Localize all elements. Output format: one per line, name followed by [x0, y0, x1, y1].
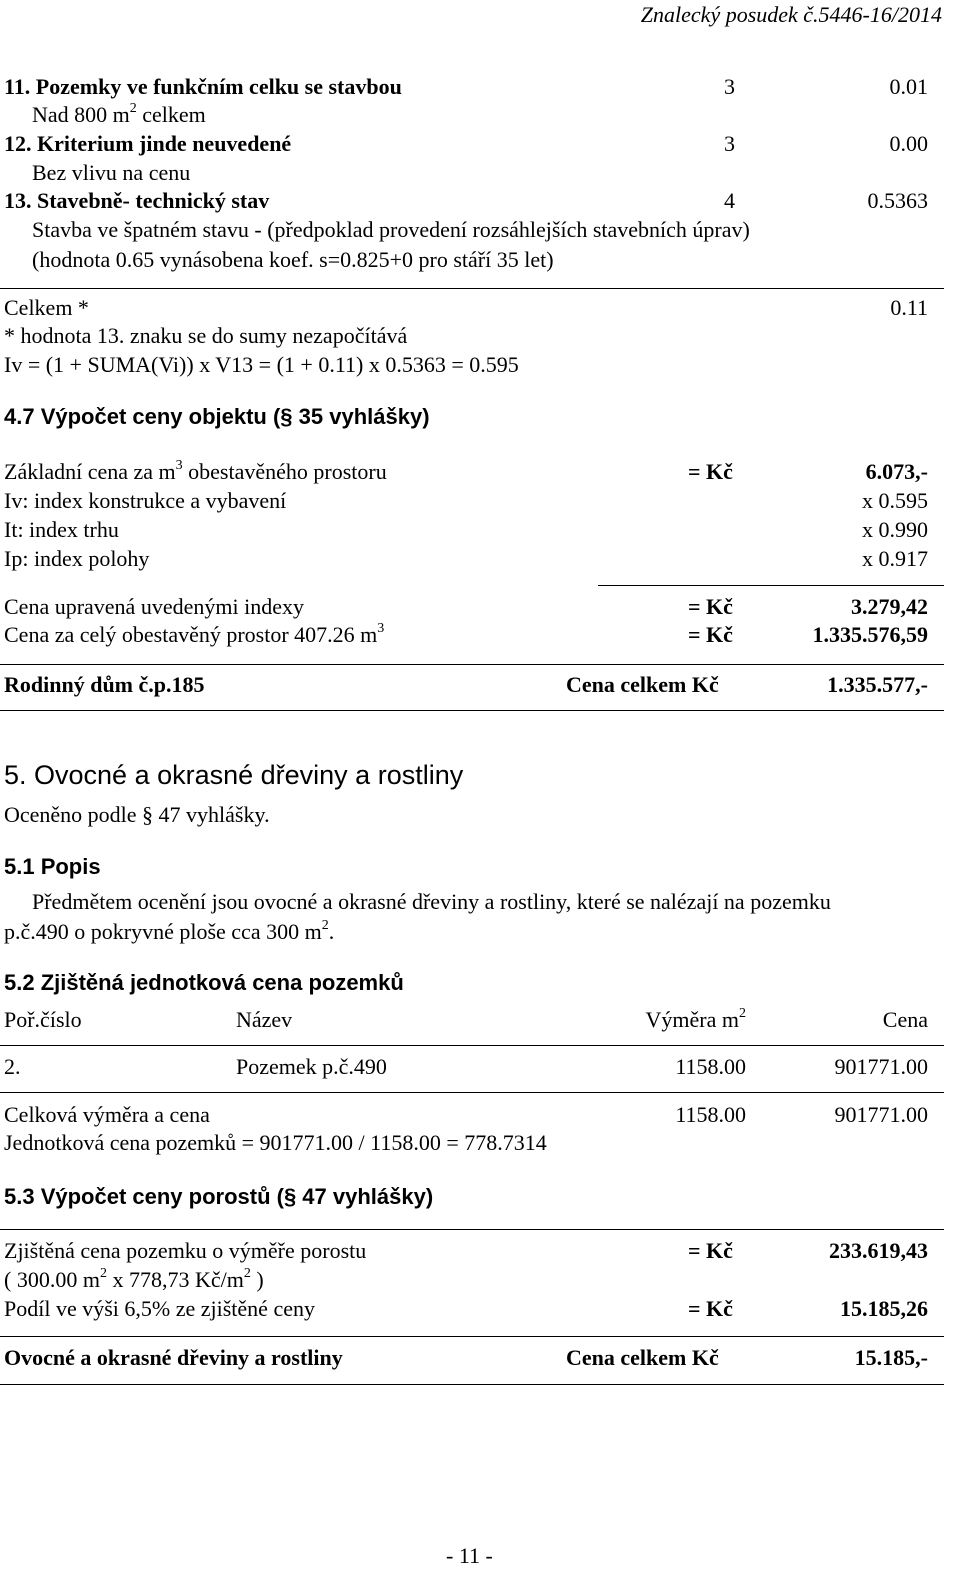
- index-iv-value: x 0.595: [862, 488, 928, 513]
- divider: [0, 288, 944, 289]
- divider: [0, 1384, 944, 1385]
- divider: [0, 1336, 944, 1337]
- section-5-2-heading: 5.2 Zjištěná jednotková cena pozemků: [4, 970, 404, 995]
- criterion-13-value: 0.5363: [867, 188, 928, 213]
- section-5-heading: 5. Ovocné a okrasné dřeviny a rostliny: [4, 760, 464, 790]
- divider: [0, 1229, 944, 1230]
- index-it-label: It: index trhu: [4, 517, 119, 542]
- criterion-13-desc2: (hodnota 0.65 vynásobena koef. s=0.825+0 pro stáří 35 let): [32, 247, 554, 272]
- table-row-cislo: 2.: [4, 1054, 21, 1079]
- dreviny-total-value: 15.185,-: [854, 1345, 928, 1370]
- dreviny-total-mid: Cena celkem Kč: [566, 1345, 719, 1370]
- zjistena-cena-label: Zjištěná cena pozemku o výměře porostu: [4, 1238, 367, 1263]
- divider: [0, 664, 944, 665]
- celkem-note: * hodnota 13. znaku se do sumy nezapočítává: [4, 323, 408, 348]
- popis-line-2: p.č.490 o pokryvné ploše cca 300 $m^2$.: [4, 917, 335, 944]
- section-5-1-heading: 5.1 Popis: [4, 854, 101, 879]
- rodinny-dum-label: Rodinný dům č.p.185: [4, 672, 205, 697]
- cena-upravena-op: = Kč: [688, 594, 733, 619]
- table-header-cislo: Poř.číslo: [4, 1007, 82, 1032]
- celkem-label: Celkem *: [4, 295, 89, 320]
- divider: [598, 585, 944, 586]
- table-total-cena: 901771.00: [834, 1102, 928, 1127]
- table-row-vymera: 1158.00: [675, 1054, 746, 1079]
- index-it-value: x 0.990: [862, 517, 928, 542]
- podil-value: 15.185,26: [840, 1296, 928, 1321]
- index-ip-label: Ip: index polohy: [4, 546, 150, 571]
- cena-upravena-label: Cena upravená uvedenými indexy: [4, 594, 304, 619]
- criterion-11-desc: Nad 800 $m^2$ celkem: [32, 100, 206, 127]
- criterion-12-level: 3: [724, 131, 735, 156]
- page-header: Znalecký posudek č.5446-16/2014: [640, 2, 942, 27]
- cena-celek-value: 1.335.576,59: [812, 622, 928, 647]
- podil-label: Podíl ve výši 6,5% ze zjištěné ceny: [4, 1296, 315, 1321]
- rodinny-dum-mid: Cena celkem Kč: [566, 672, 719, 697]
- criterion-12-value: 0.00: [889, 131, 928, 156]
- criterion-13-title: 13. Stavebně- technický stav: [4, 188, 270, 213]
- criterion-13-level: 4: [724, 188, 735, 213]
- index-ip-value: x 0.917: [862, 546, 928, 571]
- index-iv-label: Iv: index konstrukce a vybavení: [4, 488, 287, 513]
- section-5-3-heading: 5.3 Výpočet ceny porostů (§ 47 vyhlášky): [4, 1184, 434, 1209]
- jednotkova-cena: Jednotková cena pozemků = 901771.00 / 1158.00 = 778.7314: [4, 1130, 547, 1155]
- table-header-cena: Cena: [882, 1007, 928, 1032]
- celkem-formula: Iv = (1 + SUMA(Vi)) x V13 = (1 + 0.11) x 0.5363 = 0.595: [4, 352, 519, 377]
- cena-celek-op: = Kč: [688, 622, 733, 647]
- divider: [0, 1092, 944, 1093]
- table-total-label: Celková výměra a cena: [4, 1102, 210, 1127]
- zjistena-cena-value: 233.619,43: [829, 1238, 928, 1263]
- zakladni-cena-value: 6.073,-: [865, 459, 928, 484]
- criterion-11-level: 3: [724, 74, 735, 99]
- cena-celek-label: Cena za celý obestavěný prostor 407.26 $m^3$: [4, 620, 385, 647]
- divider: [0, 1045, 944, 1046]
- vymera-formula: ( 300.00 $m^2$ x 778,73 $Kč/m^2$ ): [4, 1265, 264, 1292]
- table-row-nazev: Pozemek p.č.490: [236, 1054, 387, 1079]
- criterion-11-title: 11. Pozemky ve funkčním celku se stavbou: [4, 74, 402, 99]
- page-number: - 11 -: [446, 1543, 493, 1568]
- table-row-cena: 901771.00: [834, 1054, 928, 1079]
- criterion-13-desc: Stavba ve špatném stavu - (předpoklad provedení rozsáhlejších stavebních úprav): [32, 217, 750, 242]
- celkem-value: 0.11: [890, 295, 928, 320]
- section-4-7-heading: 4.7 Výpočet ceny objektu (§ 35 vyhlášky): [4, 404, 430, 429]
- table-header-vymera: Výměra $m^2$: [645, 1005, 746, 1032]
- criterion-11-value: 0.01: [889, 74, 928, 99]
- podil-op: = Kč: [688, 1296, 733, 1321]
- zjistena-cena-op: = Kč: [688, 1238, 733, 1263]
- popis-line-1: Předmětem ocenění jsou ovocné a okrasné dřeviny a rostliny, které se nalézají na pozemku: [32, 889, 831, 914]
- criterion-12-title: 12. Kriterium jinde neuvedené: [4, 131, 292, 156]
- cena-upravena-value: 3.279,42: [851, 594, 928, 619]
- rodinny-dum-total: 1.335.577,-: [827, 672, 928, 697]
- table-header-nazev: Název: [236, 1007, 293, 1032]
- section-5-sub: Oceněno podle § 47 vyhlášky.: [4, 802, 270, 827]
- divider: [0, 710, 944, 711]
- zakladni-cena-label: Základní cena za $m^3$ obestavěného prostoru: [4, 457, 387, 484]
- zakladni-cena-op: = Kč: [688, 459, 733, 484]
- table-total-vymera: 1158.00: [675, 1102, 746, 1127]
- criterion-12-desc: Bez vlivu na cenu: [32, 160, 191, 185]
- dreviny-total-label: Ovocné a okrasné dřeviny a rostliny: [4, 1345, 343, 1370]
